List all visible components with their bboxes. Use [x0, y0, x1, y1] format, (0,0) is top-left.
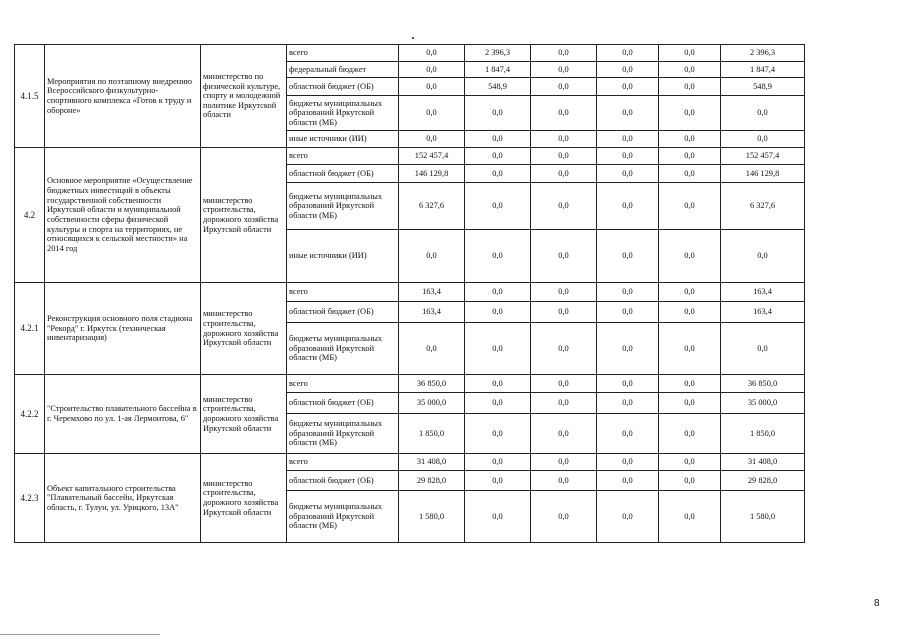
funding-source: иные источники (ИИ)	[287, 131, 399, 148]
amount-cell: 0,0	[531, 323, 597, 375]
amount-cell: 0,0	[597, 283, 659, 302]
amount-cell: 35 000,0	[399, 393, 465, 414]
amount-cell: 0,0	[659, 230, 721, 283]
section-name: Основное мероприятие «Осуществление бюджетных инвестиций в объекты государственной собственности Иркутской области и муниципальной собственности сферы физической культуры и спорта на территориях, не относящихся к сельской местности» на 2014 год	[45, 148, 201, 283]
section-code: 4.1.5	[15, 45, 45, 148]
amount-cell: 0,0	[659, 183, 721, 230]
responsible-executor: министерство строительства, дорожного хозяйства Иркутской области	[201, 283, 287, 375]
amount-cell: 1 847,4	[465, 62, 531, 78]
section-name: Объект капитального строительства "Плавательный бассейн, Иркутская область, г. Тулун, ул. Урицкого, 13А"	[45, 454, 201, 543]
funding-source: всего	[287, 375, 399, 393]
amount-cell: 1 847,4	[721, 62, 805, 78]
amount-cell: 152 457,4	[399, 148, 465, 165]
amount-cell: 0,0	[465, 323, 531, 375]
amount-cell: 0,0	[721, 96, 805, 131]
amount-cell: 0,0	[531, 471, 597, 491]
amount-cell: 0,0	[597, 393, 659, 414]
amount-cell: 1 850,0	[399, 414, 465, 454]
amount-cell: 0,0	[465, 183, 531, 230]
amount-cell: 0,0	[465, 302, 531, 323]
amount-cell: 1 850,0	[721, 414, 805, 454]
amount-cell: 0,0	[659, 393, 721, 414]
funding-source: бюджеты муниципальных образований Иркутской области (МБ)	[287, 96, 399, 131]
section-code: 4.2.3	[15, 454, 45, 543]
amount-cell: 0,0	[721, 230, 805, 283]
amount-cell: 0,0	[659, 491, 721, 543]
amount-cell: 0,0	[597, 471, 659, 491]
amount-cell: 0,0	[531, 302, 597, 323]
amount-cell: 0,0	[659, 78, 721, 96]
amount-cell: 0,0	[531, 131, 597, 148]
funding-source: бюджеты муниципальных образований Иркутской области (МБ)	[287, 183, 399, 230]
amount-cell: 163,4	[399, 302, 465, 323]
amount-cell: 2 396,3	[465, 45, 531, 62]
responsible-executor: министерство строительства, дорожного хозяйства Иркутской области	[201, 454, 287, 543]
amount-cell: 0,0	[465, 454, 531, 471]
amount-cell: 36 850,0	[721, 375, 805, 393]
funding-source: всего	[287, 454, 399, 471]
amount-cell: 0,0	[531, 148, 597, 165]
amount-cell: 29 828,0	[399, 471, 465, 491]
amount-cell: 0,0	[659, 45, 721, 62]
amount-cell: 146 129,8	[399, 165, 465, 183]
scan-speck	[412, 37, 414, 39]
footer-rule	[0, 634, 160, 635]
amount-cell: 0,0	[465, 375, 531, 393]
amount-cell: 0,0	[531, 62, 597, 78]
table-row	[15, 148, 805, 165]
amount-cell: 146 129,8	[721, 165, 805, 183]
amount-cell: 163,4	[721, 283, 805, 302]
amount-cell: 0,0	[531, 393, 597, 414]
amount-cell: 0,0	[721, 131, 805, 148]
amount-cell: 0,0	[465, 393, 531, 414]
amount-cell: 0,0	[531, 454, 597, 471]
amount-cell: 0,0	[399, 78, 465, 96]
funding-source: бюджеты муниципальных образований Иркутской области (МБ)	[287, 414, 399, 454]
funding-source: бюджеты муниципальных образований Иркутской области (МБ)	[287, 491, 399, 543]
amount-cell: 0,0	[659, 302, 721, 323]
funding-source: областной бюджет (ОБ)	[287, 471, 399, 491]
amount-cell: 1 580,0	[399, 491, 465, 543]
amount-cell: 0,0	[465, 471, 531, 491]
amount-cell: 1 580,0	[721, 491, 805, 543]
table-row	[15, 454, 805, 471]
amount-cell: 0,0	[531, 414, 597, 454]
amount-cell: 0,0	[465, 131, 531, 148]
amount-cell: 0,0	[531, 165, 597, 183]
amount-cell: 31 408,0	[721, 454, 805, 471]
table-row	[15, 375, 805, 393]
amount-cell: 0,0	[399, 230, 465, 283]
amount-cell: 0,0	[531, 283, 597, 302]
table-body	[15, 45, 805, 543]
amount-cell: 548,9	[721, 78, 805, 96]
amount-cell: 0,0	[597, 62, 659, 78]
section-name: Реконструкция основного поля стадиона "Рекорд" г. Иркутск (техническая инвентаризация)	[45, 283, 201, 375]
amount-cell: 0,0	[597, 302, 659, 323]
section-code: 4.2.2	[15, 375, 45, 454]
table-row	[15, 45, 805, 62]
amount-cell: 0,0	[597, 230, 659, 283]
amount-cell: 0,0	[465, 230, 531, 283]
section-code: 4.2.1	[15, 283, 45, 375]
funding-source: областной бюджет (ОБ)	[287, 393, 399, 414]
funding-source: областной бюджет (ОБ)	[287, 302, 399, 323]
amount-cell: 0,0	[659, 131, 721, 148]
amount-cell: 0,0	[659, 283, 721, 302]
amount-cell: 0,0	[597, 131, 659, 148]
amount-cell: 0,0	[659, 96, 721, 131]
amount-cell: 0,0	[659, 62, 721, 78]
amount-cell: 0,0	[399, 45, 465, 62]
amount-cell: 0,0	[659, 375, 721, 393]
amount-cell: 163,4	[399, 283, 465, 302]
amount-cell: 36 850,0	[399, 375, 465, 393]
section-name: Мероприятия по поэтапному внедрению Всероссийского физкультурно-спортивного комплекса «Готов к труду и обороне»	[45, 45, 201, 148]
amount-cell: 0,0	[659, 414, 721, 454]
amount-cell: 0,0	[465, 414, 531, 454]
amount-cell: 0,0	[659, 148, 721, 165]
amount-cell: 35 000,0	[721, 393, 805, 414]
amount-cell: 0,0	[465, 148, 531, 165]
amount-cell: 0,0	[597, 183, 659, 230]
amount-cell: 0,0	[597, 165, 659, 183]
amount-cell: 0,0	[597, 491, 659, 543]
funding-source: всего	[287, 148, 399, 165]
amount-cell: 0,0	[531, 491, 597, 543]
amount-cell: 0,0	[465, 165, 531, 183]
amount-cell: 0,0	[531, 45, 597, 62]
amount-cell: 163,4	[721, 302, 805, 323]
section-code: 4.2	[15, 148, 45, 283]
amount-cell: 0,0	[659, 323, 721, 375]
amount-cell: 0,0	[399, 62, 465, 78]
funding-source: всего	[287, 283, 399, 302]
responsible-executor: министерство по физической культуре, спорту и молодежной политике Иркутской области	[201, 45, 287, 148]
amount-cell: 0,0	[399, 96, 465, 131]
amount-cell: 0,0	[399, 323, 465, 375]
amount-cell: 0,0	[597, 96, 659, 131]
amount-cell: 2 396,3	[721, 45, 805, 62]
amount-cell: 0,0	[531, 78, 597, 96]
amount-cell: 0,0	[597, 375, 659, 393]
funding-source: областной бюджет (ОБ)	[287, 78, 399, 96]
amount-cell: 0,0	[531, 230, 597, 283]
amount-cell: 152 457,4	[721, 148, 805, 165]
amount-cell: 0,0	[399, 131, 465, 148]
amount-cell: 0,0	[721, 323, 805, 375]
amount-cell: 0,0	[597, 414, 659, 454]
amount-cell: 6 327,6	[399, 183, 465, 230]
funding-source: бюджеты муниципальных образований Иркутской области (МБ)	[287, 323, 399, 375]
amount-cell: 0,0	[659, 165, 721, 183]
amount-cell: 0,0	[597, 78, 659, 96]
amount-cell: 0,0	[597, 323, 659, 375]
table-row	[15, 283, 805, 302]
amount-cell: 0,0	[465, 283, 531, 302]
amount-cell: 0,0	[531, 183, 597, 230]
amount-cell: 29 828,0	[721, 471, 805, 491]
section-name: "Строительство плавательного бассейна в г. Черемхово по ул. 1-ая Лермонтова, 6"	[45, 375, 201, 454]
amount-cell: 31 408,0	[399, 454, 465, 471]
amount-cell: 0,0	[597, 45, 659, 62]
amount-cell: 0,0	[659, 471, 721, 491]
funding-source: всего	[287, 45, 399, 62]
responsible-executor: министерство строительства, дорожного хозяйства Иркутской области	[201, 148, 287, 283]
amount-cell: 0,0	[465, 96, 531, 131]
responsible-executor: министерство строительства, дорожного хозяйства Иркутской области	[201, 375, 287, 454]
amount-cell: 0,0	[597, 454, 659, 471]
amount-cell: 0,0	[659, 454, 721, 471]
amount-cell: 0,0	[531, 96, 597, 131]
funding-source: иные источники (ИИ)	[287, 230, 399, 283]
amount-cell: 548,9	[465, 78, 531, 96]
amount-cell: 6 327,6	[721, 183, 805, 230]
amount-cell: 0,0	[597, 148, 659, 165]
budget-table	[14, 44, 805, 543]
amount-cell: 0,0	[465, 491, 531, 543]
funding-source: федеральный бюджет	[287, 62, 399, 78]
page-number: 8	[874, 598, 880, 609]
funding-source: областной бюджет (ОБ)	[287, 165, 399, 183]
amount-cell: 0,0	[531, 375, 597, 393]
